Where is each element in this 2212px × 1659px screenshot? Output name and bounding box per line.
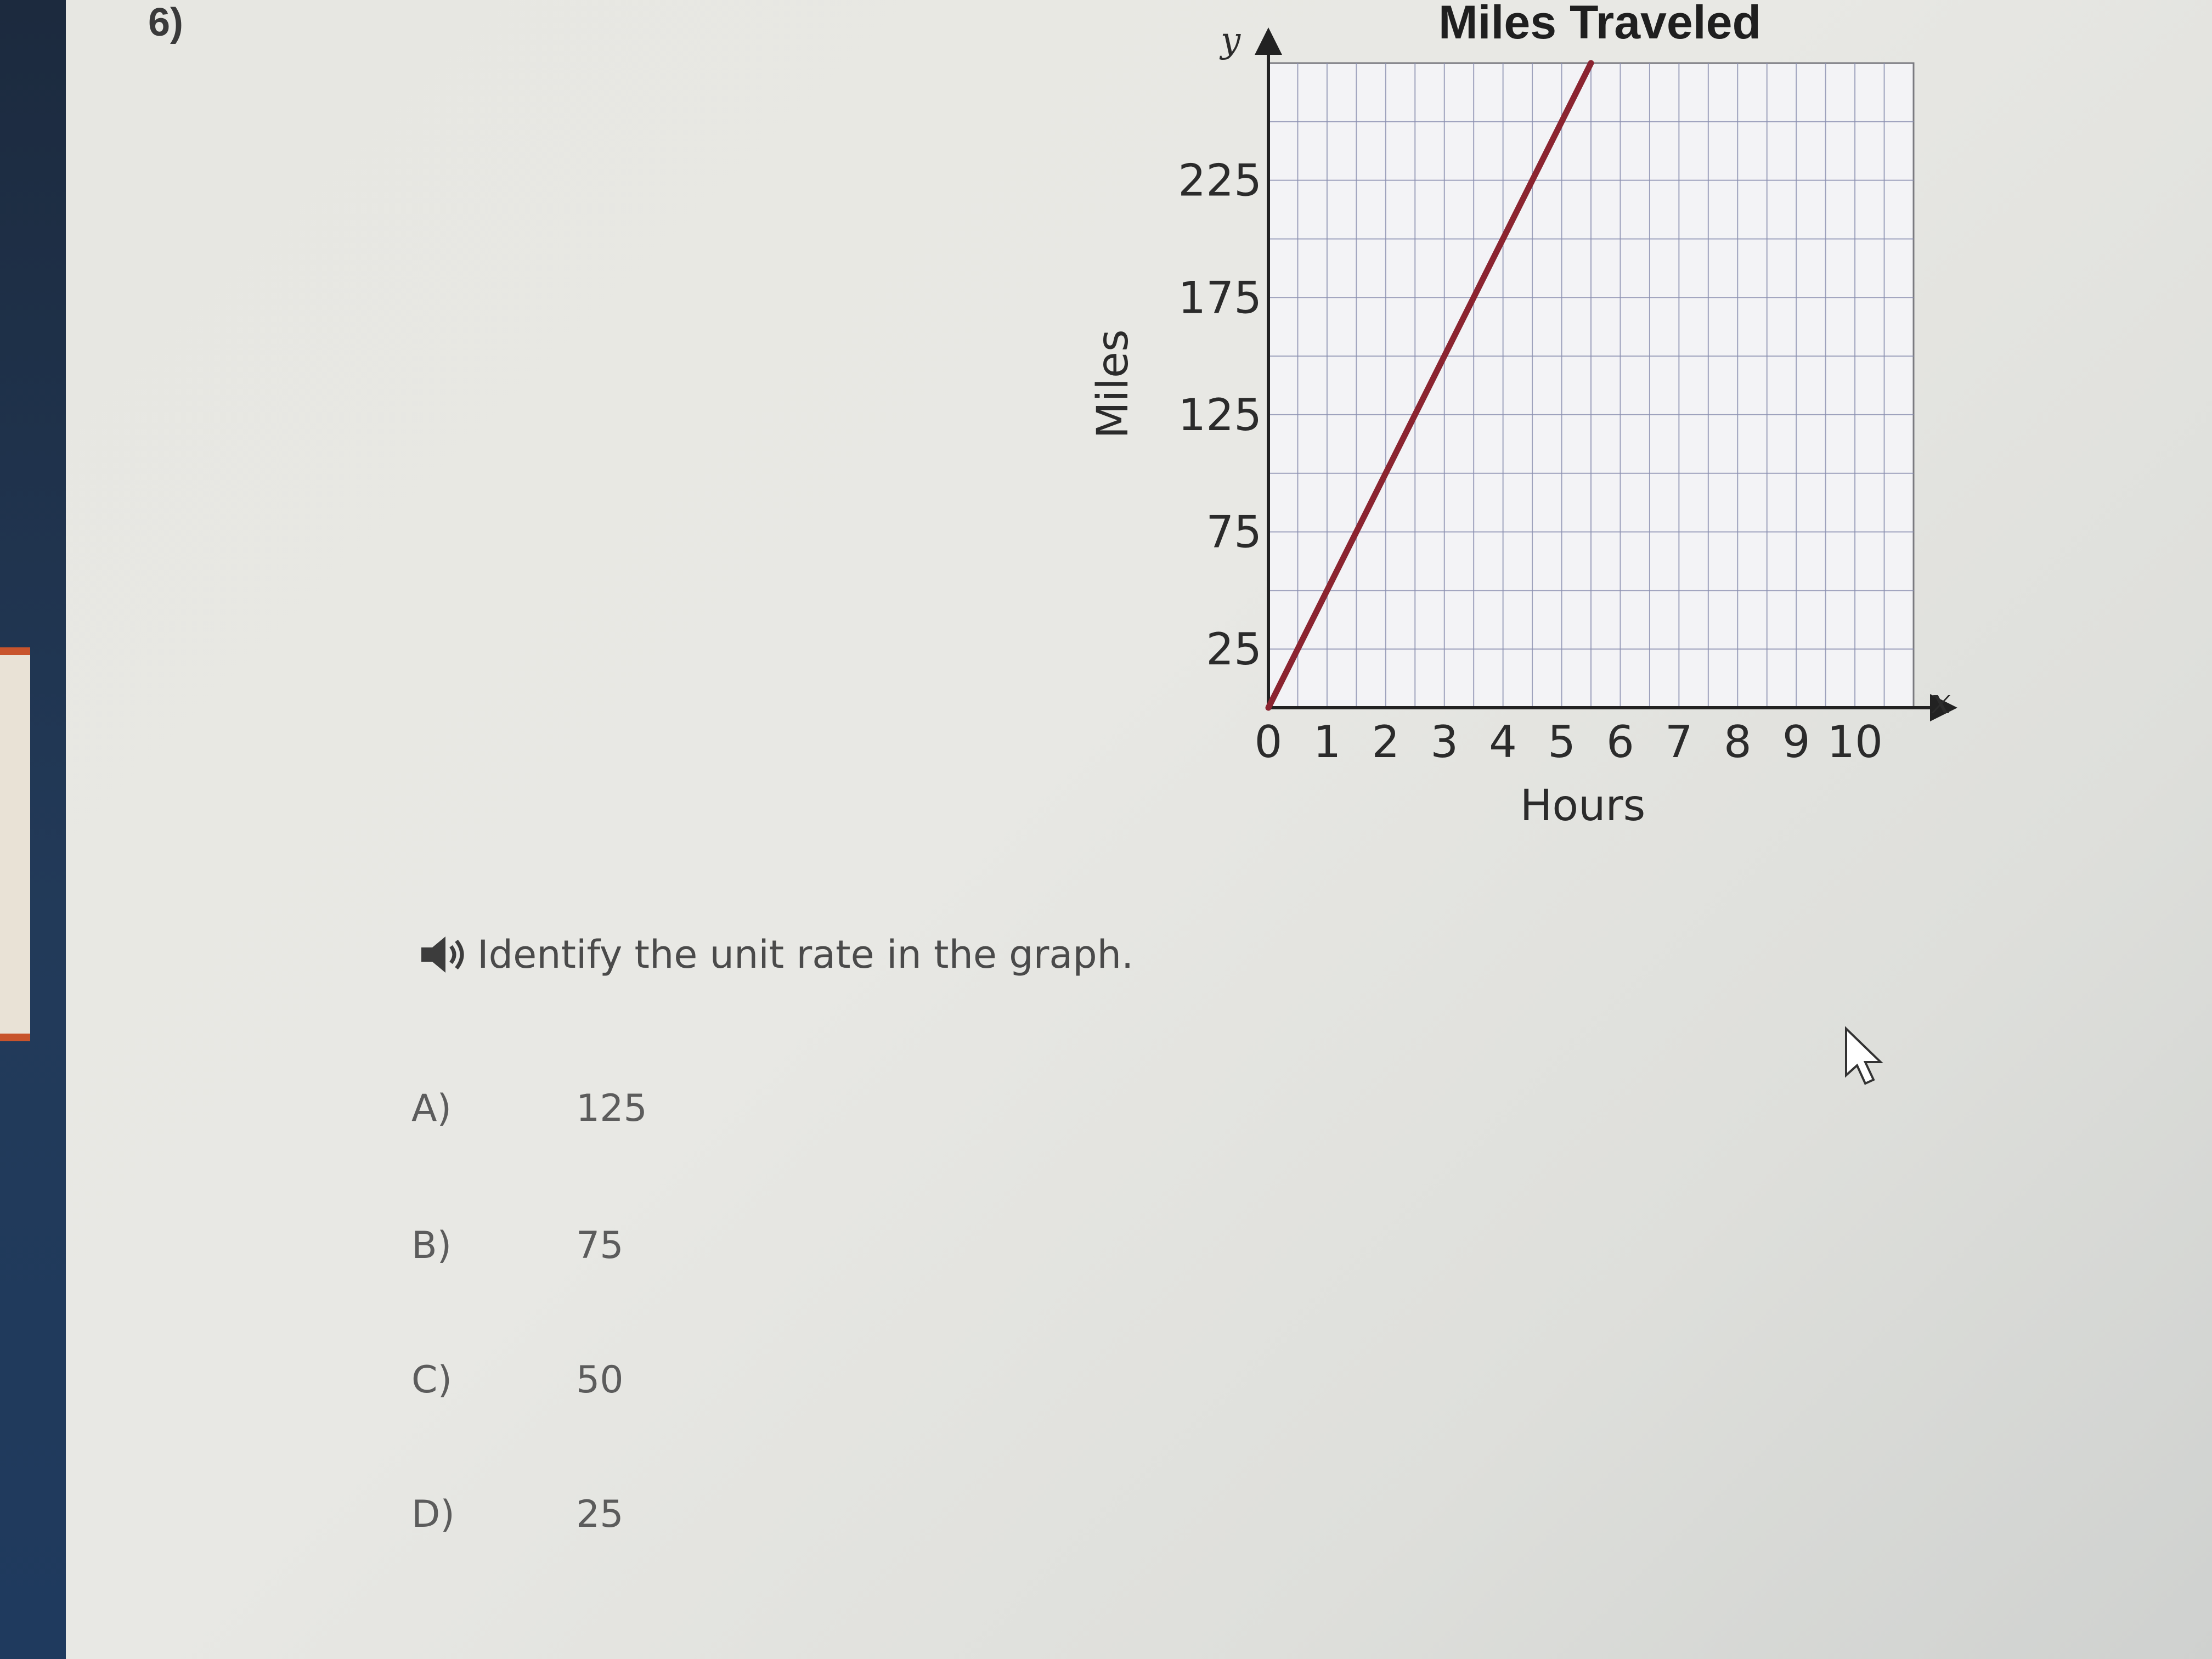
- speaker-icon[interactable]: [417, 930, 472, 979]
- x-tick-label: 4: [1489, 716, 1517, 768]
- choice-a[interactable]: [406, 1075, 900, 1141]
- x-tick-label: 0: [1254, 716, 1283, 768]
- choice-letter: A): [411, 1086, 452, 1130]
- x-tick-label: 5: [1548, 716, 1576, 768]
- x-tick-label: 8: [1723, 716, 1752, 768]
- y-axis-title: Miles: [1088, 329, 1138, 439]
- x-tick-label: 10: [1827, 716, 1883, 768]
- mouse-pointer-icon: [1843, 1026, 1887, 1088]
- x-tick-label: 9: [1782, 716, 1810, 768]
- y-tick-label: 175: [1178, 272, 1262, 324]
- question-prompt: [417, 927, 1133, 982]
- choice-letter: B): [411, 1223, 452, 1267]
- chart-grid: [1268, 63, 1914, 708]
- x-tick-label: 7: [1664, 716, 1693, 768]
- y-axis-letter: y: [1221, 20, 1241, 61]
- choice-letter: D): [411, 1492, 455, 1536]
- x-axis-letter: x: [1931, 681, 1951, 722]
- question-panel: [66, 0, 2212, 1659]
- y-tick-label: 25: [1206, 624, 1262, 675]
- prompt-text: Identify the unit rate in the graph.: [477, 932, 1134, 977]
- y-tick-label: 225: [1178, 155, 1262, 206]
- choice-value: 125: [576, 1086, 647, 1130]
- x-tick-label: 1: [1313, 716, 1341, 768]
- left-sidebar: [0, 0, 71, 1659]
- choice-letter: C): [411, 1358, 453, 1402]
- x-axis-title: Hours: [1520, 781, 1646, 831]
- y-tick-label: 125: [1178, 389, 1262, 441]
- choice-value: 25: [576, 1492, 624, 1536]
- choice-b[interactable]: [406, 1212, 900, 1278]
- sidebar-tab[interactable]: [0, 647, 30, 1041]
- question-number: 6): [148, 1, 184, 44]
- chart-title: Miles Traveled: [1438, 0, 1761, 49]
- choice-value: 75: [576, 1223, 624, 1267]
- x-tick-label: 2: [1372, 716, 1400, 768]
- x-tick-label: 3: [1430, 716, 1459, 768]
- y-axis-arrow: [1255, 27, 1282, 55]
- y-tick-label: 75: [1206, 506, 1262, 558]
- choice-d[interactable]: [406, 1481, 900, 1547]
- x-tick-label: 6: [1606, 716, 1634, 768]
- choice-c[interactable]: [406, 1347, 900, 1413]
- miles-traveled-chart: [66, 0, 2212, 878]
- choice-value: 50: [576, 1358, 624, 1402]
